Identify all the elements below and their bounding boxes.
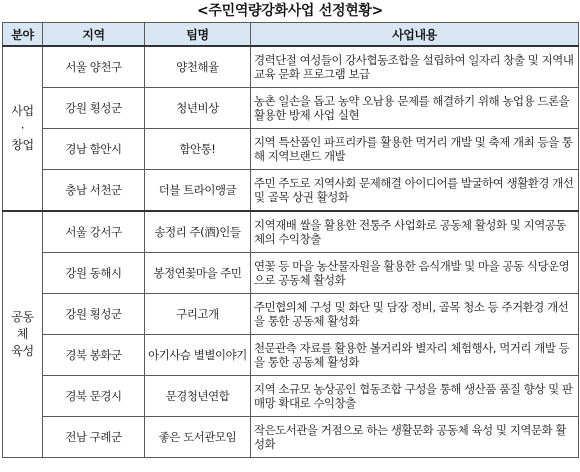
category-text: 체 bbox=[16, 327, 29, 341]
region-cell: 경북 봉화군 bbox=[43, 335, 145, 376]
table-row bbox=[3, 253, 579, 294]
team-cell: 아기사슴 별별이야기 bbox=[145, 335, 251, 376]
region-cell: 강원 동해시 bbox=[43, 253, 145, 294]
team-cell: 청년비상 bbox=[145, 88, 251, 129]
table-row bbox=[3, 46, 579, 88]
region-cell: 경북 문경시 bbox=[43, 376, 145, 417]
region-cell: 전남 구례군 bbox=[43, 417, 145, 458]
region-cell: 충남 서천군 bbox=[43, 170, 145, 212]
page-title: <주민역량강화사업 선정현황> bbox=[196, 3, 384, 19]
table-row bbox=[3, 417, 579, 458]
category-cell bbox=[3, 46, 43, 211]
region-cell: 경남 함안시 bbox=[43, 129, 145, 170]
team-cell: 함안통! bbox=[145, 129, 251, 170]
header-content: 사업내용 bbox=[251, 23, 579, 47]
selection-table bbox=[2, 22, 579, 458]
region-cell: 서울 강서구 bbox=[43, 211, 145, 253]
content-cell: 지역재배 쌀을 활용한 전통주 사업화로 공동체 활성화 및 지역공동체의 수익창출 bbox=[251, 211, 579, 253]
team-cell: 좋은 도서관모임 bbox=[145, 417, 251, 458]
team-cell: 구리고개 bbox=[145, 294, 251, 335]
table-row bbox=[3, 376, 579, 417]
category-cell bbox=[3, 211, 43, 458]
category-text: 육성 bbox=[11, 344, 34, 358]
team-cell: 문경청년연합 bbox=[145, 376, 251, 417]
table-row bbox=[3, 129, 579, 170]
content-cell: 천문관측 자료를 활용한 볼거리와 별자리 체험행사, 먹거리 개발 등을 통한 공동체 활성화 bbox=[251, 335, 579, 376]
region-cell: 서울 양천구 bbox=[43, 46, 145, 88]
table-row bbox=[3, 335, 579, 376]
content-cell: 농촌 일손을 돕고 농약 오남용 문제를 해결하기 위해 농업용 드론을 활용한 방제 사업 실현 bbox=[251, 88, 579, 129]
header-category: 분야 bbox=[3, 23, 43, 47]
category-text: 창업 bbox=[11, 138, 34, 152]
content-cell: 주민 주도로 지역사회 문제해결 아이디어를 발굴하여 생활환경 개선 및 골목 상권 활성화 bbox=[251, 170, 579, 212]
table-row bbox=[3, 211, 579, 253]
table-row bbox=[3, 294, 579, 335]
table-header-row bbox=[3, 23, 579, 47]
category-text: 공동 bbox=[11, 310, 34, 324]
content-cell: 연꽃 등 마을 농산물자원을 활용한 음식개발 및 마을 공동 식당운영으로 공동체 활성화 bbox=[251, 253, 579, 294]
team-cell: 봉정연꽃마을 주민 bbox=[145, 253, 251, 294]
content-cell: 지역 소규모 농상공인 협동조합 구성을 통해 생산품 품질 향상 및 판매망 확대로 수익창출 bbox=[251, 376, 579, 417]
region-cell: 강원 횡성군 bbox=[43, 294, 145, 335]
content-cell: 주민협의체 구성 및 화단 및 담장 정비, 골목 청소 등 주거환경 개선을 통한 공동체 활성화 bbox=[251, 294, 579, 335]
content-cell: 경력단절 여성들이 강사협동조합을 설립하여 일자리 창출 및 지역내 교육 문화 프로그램 보급 bbox=[251, 46, 579, 88]
team-cell: 더블 트라이앵글 bbox=[145, 170, 251, 212]
header-region: 지역 bbox=[43, 23, 145, 47]
content-cell: 지역 특산품인 파프리카를 활용한 먹거리 개발 및 축제 개최 등을 통해 지역브랜드 개발 bbox=[251, 129, 579, 170]
table-row bbox=[3, 170, 579, 212]
team-cell: 양천해율 bbox=[145, 46, 251, 88]
region-cell: 강원 횡성군 bbox=[43, 88, 145, 129]
category-text: · bbox=[20, 121, 25, 135]
team-cell: 송정리 주(酒)인들 bbox=[145, 211, 251, 253]
table-row bbox=[3, 88, 579, 129]
category-text: 사업 bbox=[11, 104, 34, 118]
header-team: 팀명 bbox=[145, 23, 251, 47]
content-cell: 작은도서관을 거점으로 하는 생활문화 공동체 육성 및 지역문화 활성화 bbox=[251, 417, 579, 458]
